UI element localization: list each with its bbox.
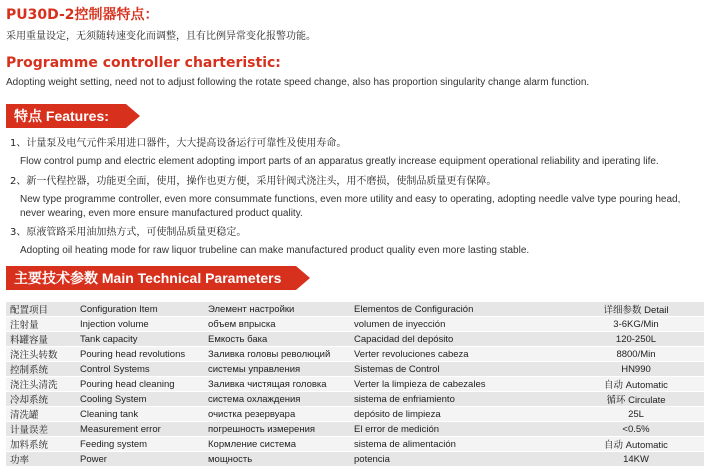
param-value: 120-250L <box>568 332 704 347</box>
param-ru: Кормление система <box>204 437 350 452</box>
param-en: Pouring head cleaning <box>76 377 204 392</box>
feature-3-en: Adopting oil heating mode for raw liquor trubeline can make manufactured product quality even more lasting stable. <box>20 245 530 256</box>
table-row <box>6 377 704 392</box>
param-es: depósito de limpieza <box>350 407 568 422</box>
table-row <box>6 362 704 377</box>
param-en: Feeding system <box>76 437 204 452</box>
param-es: sistema de alimentación <box>350 437 568 452</box>
param-cn: 加料系统 <box>6 437 76 452</box>
table-row <box>6 407 704 422</box>
param-ru: Элемент настройки <box>204 302 350 317</box>
param-ru: объем впрыска <box>204 317 350 332</box>
param-value: 3-6KG/Min <box>568 317 704 332</box>
param-cn: 计量误差 <box>6 422 76 437</box>
param-value: HN990 <box>568 362 704 377</box>
param-en: Cooling System <box>76 392 204 407</box>
param-value: 8800/Min <box>568 347 704 362</box>
param-es: potencia <box>350 452 568 467</box>
table-row <box>6 422 704 437</box>
param-cn: 注射量 <box>6 317 76 332</box>
param-cn: 清洗罐 <box>6 407 76 422</box>
param-ru: погрешность измерения <box>204 422 350 437</box>
param-ru: Емкость бака <box>204 332 350 347</box>
param-en: Injection volume <box>76 317 204 332</box>
feature-2-en: New type programme controller, even more consummate functions, even more utility and easy to operating, adopting needle valve type pouring head, never wearing, even more ensure manufactured product quality. <box>20 194 681 219</box>
param-es: Capacidad del depósito <box>350 332 568 347</box>
param-cn: 配置项目 <box>6 302 76 317</box>
param-cn: 料罐容量 <box>6 332 76 347</box>
param-es: Elementos de Configuración <box>350 302 568 317</box>
param-en: Configuration Item <box>76 302 204 317</box>
feature-1-cn: 1、计量泵及电气元件采用进口器件，大大提高设备运行可靠性及使用寿命。 <box>10 138 347 149</box>
param-cn: 浇注头清洗 <box>6 377 76 392</box>
param-en: Control Systems <box>76 362 204 377</box>
param-value: <0.5% <box>568 422 704 437</box>
features-banner: 特点 Features: <box>6 104 126 128</box>
param-value: 25L <box>568 407 704 422</box>
param-value: 详细参数 Detail <box>568 302 704 317</box>
param-es: volumen de inyección <box>350 317 568 332</box>
param-cn: 功率 <box>6 452 76 467</box>
feature-2-cn: 2、新一代程控器，功能更全面，使用，操作也更方便，采用针阀式浇注头，用不磨损，使制品质量更有保障。 <box>10 176 497 187</box>
table-row <box>6 332 704 347</box>
param-value: 14KW <box>568 452 704 467</box>
param-en: Measurement error <box>76 422 204 437</box>
table-row <box>6 317 704 332</box>
controller-title-en: Programme controller charteristic: <box>6 55 281 71</box>
param-es: Sistemas de Control <box>350 362 568 377</box>
feature-3-cn: 3、原液管路采用油加热方式，可使制品质量更稳定。 <box>10 227 247 238</box>
feature-1-en: Flow control pump and electric element adopting import parts of an apparatus greatly increase equipment operational reliability and iperating life. <box>20 156 659 167</box>
param-cn: 浇注头转数 <box>6 347 76 362</box>
param-ru: Заливка головы революций <box>204 347 350 362</box>
param-es: Verter la limpieza de cabezales <box>350 377 568 392</box>
param-en: Power <box>76 452 204 467</box>
param-value: 自动 Automatic <box>568 377 704 392</box>
param-ru: мощность <box>204 452 350 467</box>
param-ru: системы управления <box>204 362 350 377</box>
controller-title-cn: PU30D-2控制器特点： <box>6 7 159 23</box>
param-en: Tank capacity <box>76 332 204 347</box>
param-value: 自动 Automatic <box>568 437 704 452</box>
param-en: Pouring head revolutions <box>76 347 204 362</box>
table-row <box>6 437 704 452</box>
param-cn: 控制系统 <box>6 362 76 377</box>
param-cn: 冷却系统 <box>6 392 76 407</box>
param-ru: очистка резервуара <box>204 407 350 422</box>
table-row <box>6 452 704 467</box>
table-header-row <box>6 302 704 317</box>
table-row <box>6 347 704 362</box>
table-row <box>6 392 704 407</box>
param-es: sistema de enfriamiento <box>350 392 568 407</box>
controller-intro-en: Adopting weight setting, need not to adjust following the rotate speed change, also has proportion singularity change alarm function. <box>6 77 590 88</box>
param-en: Cleaning tank <box>76 407 204 422</box>
param-value: 循环 Circulate <box>568 392 704 407</box>
param-ru: система охлаждения <box>204 392 350 407</box>
params-banner: 主要技术参数 Main Technical Parameters <box>6 266 296 290</box>
param-es: Verter revoluciones cabeza <box>350 347 568 362</box>
param-ru: Заливка чистящая головка <box>204 377 350 392</box>
controller-intro-cn: 采用重量设定，无须随转速变化而调整，且有比例异常变化报警功能。 <box>6 31 316 42</box>
params-table <box>6 302 704 467</box>
param-es: El error de medición <box>350 422 568 437</box>
